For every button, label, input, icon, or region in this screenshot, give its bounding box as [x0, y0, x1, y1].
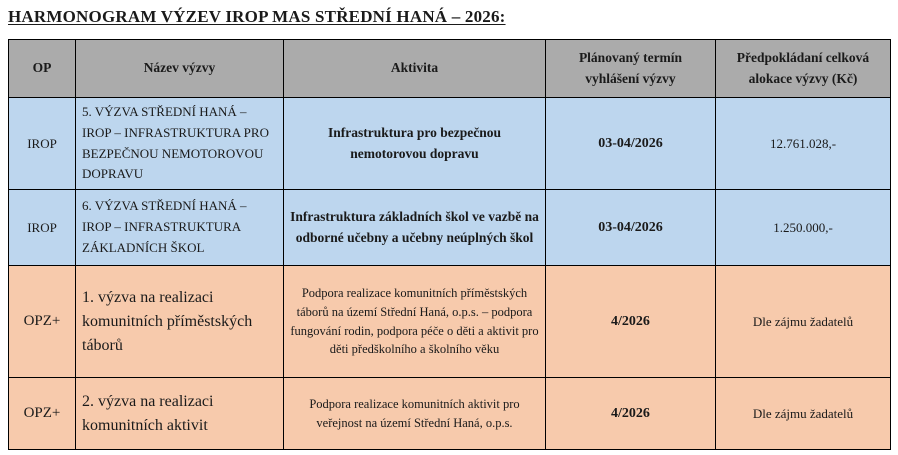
row-nazev: 6. VÝZVA STŘEDNÍ HANÁ – IROP – INFRASTRUKTURA ZÁKLADNÍCH ŠKOL: [76, 190, 284, 266]
table-row: [9, 98, 891, 190]
row-alokace: 1.250.000,-: [716, 190, 891, 266]
page-title: HARMONOGRAM VÝZEV IROP MAS STŘEDNÍ HANÁ – 2026:: [8, 7, 506, 26]
table-row: [9, 190, 891, 266]
row-termin: 03-04/2026: [546, 98, 716, 190]
row-nazev: 5. VÝZVA STŘEDNÍ HANÁ – IROP – INFRASTRUKTURA PRO BEZPEČNOU NEMOTOROVOU DOPRAVU: [76, 98, 284, 190]
row-aktivita: Podpora realizace komunitních aktivit pro veřejnost na území Střední Haná, o.p.s.: [284, 378, 546, 450]
header-nazev-vyzvy: Název výzvy: [76, 40, 284, 98]
table-row: [9, 266, 891, 378]
row-alokace: Dle zájmu žadatelů: [716, 266, 891, 378]
harmonogram-table: [8, 39, 891, 450]
row-termin: 4/2026: [546, 266, 716, 378]
table-row: [9, 378, 891, 450]
row-nazev: 2. výzva na realizaci komunitních aktivit: [76, 378, 284, 450]
row-nazev: 1. výzva na realizaci komunitních příměstských táborů: [76, 266, 284, 378]
row-alokace: Dle zájmu žadatelů: [716, 378, 891, 450]
row-aktivita: Podpora realizace komunitních příměstských táborů na území Střední Haná, o.p.s. – podpora fungování rodin, podpora péče o děti a aktivit pro děti předškolního a školního věku: [284, 266, 546, 378]
header-op: OP: [9, 40, 76, 98]
row-alokace: 12.761.028,-: [716, 98, 891, 190]
row-op: IROP: [9, 190, 76, 266]
header-planovany-termin: Plánovaný termín vyhlášení výzvy: [546, 40, 716, 98]
row-termin: 4/2026: [546, 378, 716, 450]
header-aktivita: Aktivita: [284, 40, 546, 98]
row-op: IROP: [9, 98, 76, 190]
row-op: OPZ+: [9, 378, 76, 450]
row-aktivita: Infrastruktura pro bezpečnou nemotorovou dopravu: [284, 98, 546, 190]
row-termin: 03-04/2026: [546, 190, 716, 266]
table-header-row: [9, 40, 891, 98]
row-op: OPZ+: [9, 266, 76, 378]
header-alokace: Předpokládaní celková alokace výzvy (Kč): [716, 40, 891, 98]
row-aktivita: Infrastruktura základních škol ve vazbě na odborné učebny a učebny neúplných škol: [284, 190, 546, 266]
